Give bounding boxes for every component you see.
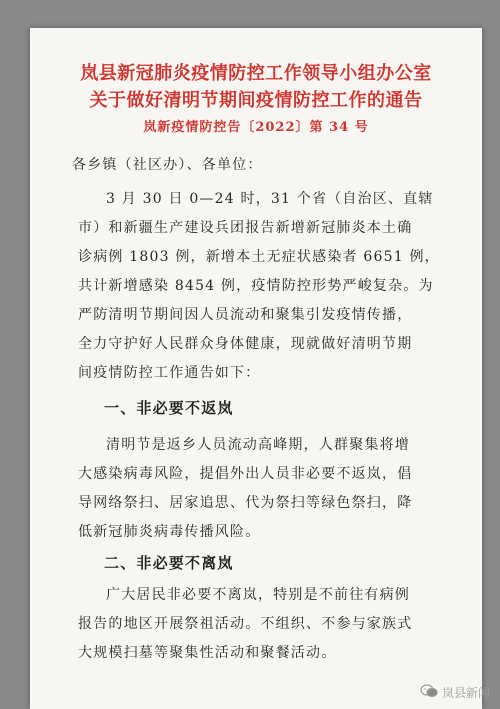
intro-line: 3 月 30 日 0—24 时，31 个省（自治区、直辖 (106, 191, 434, 207)
section-1-line: 清明节是返乡人员流动高峰期，人群聚集将增 (106, 437, 410, 453)
section-heading-2: 二、非必要不离岚 (104, 554, 234, 572)
document-number: 岚新疫情防控告〔2022〕第 34 号 (143, 120, 369, 135)
document-title-line-2: 关于做好清明节期间疫情防控工作的通告 (89, 90, 423, 111)
intro-line: 间疫情防控工作通告如下： (78, 365, 261, 381)
section-1-line: 导网络祭扫、居家追思、代为祭扫等绿色祭扫，降 (78, 495, 413, 511)
section-2-line: 广大居民非必要不离岚，特别是不前往有病例 (106, 587, 410, 603)
intro-line: 共计新增感染 8454 例，疫情防控形势严峻复杂。为 (78, 278, 434, 294)
document-page (30, 28, 482, 709)
section-1-line: 低新冠肺炎病毒传播风险。 (78, 524, 261, 540)
intro-line: 市）和新疆生产建设兵团报告新增新冠肺炎本土确 (78, 220, 413, 236)
section-heading-1: 一、非必要不返岚 (104, 399, 234, 417)
watermark (420, 684, 490, 701)
wechat-icon (420, 684, 438, 701)
section-2-line: 大规模扫墓等聚集性活动和聚餐活动。 (78, 645, 337, 661)
intro-line: 全力守护好人民群众身体健康，现就做好清明节期 (78, 336, 413, 352)
intro-line: 诊病例 1803 例，新增本土无症状感染者 6651 例， (78, 249, 440, 265)
section-1-line: 大感染病毒风险，提倡外出人员非必要不返岚，倡 (78, 466, 413, 482)
document-title-line-1: 岚县新冠肺炎疫情防控工作领导小组办公室 (80, 63, 432, 84)
intro-line: 严防清明节期间因人员流动和聚集引发疫情传播， (78, 307, 413, 323)
section-2-line: 报告的地区开展祭祖活动。不组织、不参与家族式 (78, 616, 413, 632)
watermark-text: 岚县新闻 (441, 686, 490, 700)
salutation: 各乡镇（社区办）、各单位： (72, 157, 263, 173)
